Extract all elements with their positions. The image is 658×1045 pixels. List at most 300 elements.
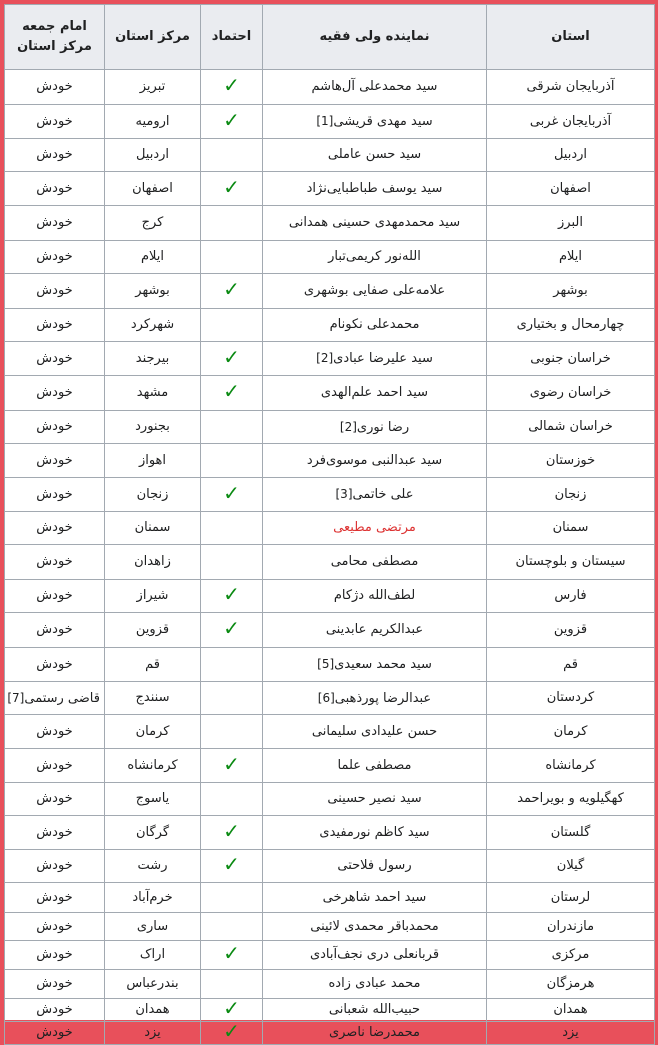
reference-link[interactable]: [2] [316,351,334,365]
friday-imam-text: خودش [36,79,73,94]
province-cell [487,883,655,913]
table-row [5,206,655,241]
friday-imam-text: قاضی رستمی [24,690,100,706]
ehtemad-cell [201,850,263,883]
reference-link[interactable]: [5] [317,657,335,671]
ehtemad-cell [201,749,263,783]
table-row [5,376,655,411]
representative-cell [263,411,487,444]
friday-imam-text: خودش [36,147,73,162]
province-cell [487,478,655,512]
center-link[interactable]: یزد [144,1025,161,1040]
header-center[interactable]: مرکز استان [105,5,201,70]
center-link[interactable]: بجنورد [135,419,170,434]
representative-cell [263,999,487,1022]
ehtemad-cell [201,913,263,941]
center-link[interactable]: گرگان [135,824,170,840]
representative-link[interactable]: سید محمدمهدی حسینی همدانی [288,215,461,230]
representative-cell [263,70,487,105]
province-cell [487,376,655,411]
province-cell [487,783,655,816]
table-row [5,970,655,999]
center-cell [105,241,201,274]
representative-link[interactable]: سید نصیر حسینی [327,791,422,806]
friday-imam-text: خودش [36,419,73,434]
province-cell [487,941,655,970]
friday-imam-cell [5,580,105,613]
representative-link[interactable]: رسول فلاحتی [337,858,412,873]
ehtemad-cell [201,970,263,999]
province-link[interactable]: چهارمحال و بختیاری [516,317,625,332]
reference-link[interactable]: [7] [7,690,25,705]
checkmark-icon: ✓ [223,616,240,640]
table-row [5,850,655,883]
ehtemad-cell [201,580,263,613]
checkmark-icon: ✓ [223,996,240,1020]
header-province[interactable]: استان [487,5,655,70]
center-link[interactable]: ایلام [140,249,165,264]
province-link[interactable]: مرکزی [551,947,590,962]
representative-link[interactable]: رضا نوری [356,419,410,435]
province-link[interactable]: ایلام [558,249,583,264]
table-row [5,342,655,376]
friday-imam-cell [5,545,105,580]
province-link[interactable]: خراسان شمالی [528,419,613,434]
center-cell [105,1022,201,1045]
representative-link[interactable]: محمدرضا ناصری [328,1025,421,1040]
friday-imam-cell [5,478,105,512]
representative-link[interactable]: سید یوسف طباطبایی‌نژاد [306,180,443,196]
center-cell [105,274,201,309]
table-row [5,1022,655,1045]
center-cell [105,749,201,783]
center-cell [105,105,201,139]
province-link[interactable]: کرمانشاه [545,757,596,773]
header-ehtemad[interactable]: احتماد [201,5,263,70]
ehtemad-cell [201,478,263,512]
province-cell [487,580,655,613]
reference-link[interactable]: [2] [339,419,357,434]
checkmark-icon: ✓ [223,1019,240,1043]
center-cell [105,478,201,512]
checkmark-icon: ✓ [223,107,240,132]
center-link[interactable]: مشهد [136,385,169,400]
center-link[interactable]: زاهدان [134,554,171,569]
center-link[interactable]: رشت [137,858,168,873]
center-cell [105,545,201,580]
ehtemad-cell [201,941,263,970]
friday-imam-cell [5,512,105,545]
table-row [5,883,655,913]
ehtemad-cell [201,783,263,816]
representative-cell [263,105,487,139]
friday-imam-cell [5,913,105,941]
table-row [5,613,655,648]
center-cell [105,139,201,172]
table-row [5,512,655,545]
table-row [5,913,655,941]
province-link[interactable]: سمنان [552,520,589,535]
representative-cell [263,913,487,941]
center-cell [105,206,201,241]
province-link[interactable]: اردبیل [553,147,588,162]
province-link[interactable]: آذربایجان شرقی [526,79,615,94]
ehtemad-cell [201,342,263,376]
province-cell [487,139,655,172]
friday-imam-text: خودش [36,350,73,366]
center-cell [105,444,201,478]
center-link[interactable]: کرمانشاه [127,757,178,773]
friday-imam-text: خودش [36,588,73,603]
table-row [5,749,655,783]
center-link[interactable]: تبریز [139,79,166,94]
representative-cell [263,444,487,478]
representative-link[interactable]: سید محمدعلی آل‌هاشم [311,79,438,94]
checkmark-icon: ✓ [223,73,240,97]
ehtemad-cell [201,545,263,580]
representative-link[interactable]: سید حسن عاملی [327,147,422,162]
table-row [5,999,655,1022]
checkmark-icon: ✓ [223,582,240,606]
center-cell [105,512,201,545]
friday-imam-cell [5,1022,105,1045]
representative-link[interactable]: علامه‌علی صفایی بوشهری [303,283,446,298]
province-link[interactable]: لرستان [550,889,591,905]
representative-link[interactable]: قربانعلی دری نجف‌آبادی [309,947,440,962]
province-link[interactable]: اصفهان [550,180,591,196]
province-link[interactable]: البرز [558,215,583,230]
center-cell [105,682,201,715]
table-row [5,941,655,970]
representatives-table [4,4,655,1045]
province-cell [487,411,655,444]
center-link[interactable]: ارومیه [135,113,170,129]
friday-imam-text: خودش [36,622,73,637]
province-cell [487,206,655,241]
representative-link[interactable]: سید مهدی قریشی [333,114,433,129]
ehtemad-cell [201,274,263,309]
representative-link[interactable]: مرتضی مطیعی [333,520,416,535]
representative-cell [263,783,487,816]
table-row [5,172,655,206]
friday-imam-cell [5,105,105,139]
center-link[interactable]: سنندج [135,690,170,705]
friday-imam-text: خودش [36,1002,73,1017]
ehtemad-cell [201,883,263,913]
ehtemad-cell [201,206,263,241]
center-link[interactable]: کرج [141,215,164,230]
center-link[interactable]: قزوین [135,622,170,637]
reference-link[interactable]: [1] [316,114,334,128]
province-link[interactable]: مازندران [546,918,595,934]
representative-cell [263,512,487,545]
representative-cell [263,342,487,376]
friday-imam-text: خودش [36,976,73,991]
friday-imam-text: خودش [36,452,73,468]
province-link[interactable]: قزوین [553,622,588,637]
representative-link[interactable]: لطف‌الله دژکام [333,588,416,603]
friday-imam-text: خودش [36,215,73,230]
friday-imam-text: خودش [36,249,73,264]
center-link[interactable]: قم [145,656,160,672]
friday-imam-cell [5,970,105,999]
center-cell [105,70,201,105]
center-link[interactable]: زنجان [136,486,169,502]
center-cell [105,913,201,941]
friday-imam-cell [5,70,105,105]
center-link[interactable]: اهواز [138,452,167,468]
center-link[interactable]: همدان [135,1002,170,1017]
friday-imam-cell [5,139,105,172]
province-cell [487,850,655,883]
reference-link[interactable]: [6] [317,690,335,705]
friday-imam-cell [5,274,105,309]
representative-cell [263,749,487,783]
checkmark-icon: ✓ [223,379,240,403]
friday-imam-text: خودش [36,757,73,773]
province-cell [487,816,655,850]
province-link[interactable]: یزد [562,1025,579,1040]
reference-link[interactable]: [3] [335,487,353,501]
friday-imam-cell [5,715,105,749]
province-link[interactable]: زنجان [554,486,587,502]
table-row [5,783,655,816]
representative-link[interactable]: مصطفی علما [337,757,412,773]
representative-cell [263,1022,487,1045]
table-body [5,70,655,1045]
friday-imam-text: خودش [36,791,73,806]
representative-cell [263,850,487,883]
ehtemad-cell [201,376,263,411]
friday-imam-text: خودش [36,486,73,502]
friday-imam-cell [5,444,105,478]
ehtemad-cell [201,105,263,139]
checkmark-icon: ✓ [223,751,240,776]
friday-imam-text: خودش [36,283,73,298]
friday-imam-cell [5,241,105,274]
friday-imam-cell [5,850,105,883]
representative-link[interactable]: سید محمد سعیدی [334,657,432,672]
friday-imam-text: خودش [36,918,73,934]
friday-imam-cell [5,783,105,816]
center-cell [105,970,201,999]
province-link[interactable]: گلستان [550,824,591,840]
representative-link[interactable]: محمدعلی نکونام [329,317,420,332]
table-row [5,478,655,512]
center-link[interactable]: یاسوج [135,791,170,806]
province-link[interactable]: کهگیلویه و بویراحمد [517,791,624,806]
ehtemad-cell [201,715,263,749]
center-link[interactable]: ساری [136,918,169,934]
representative-link[interactable]: سید کاظم نورمفیدی [319,824,430,840]
province-cell [487,512,655,545]
province-link[interactable]: بوشهر [553,283,588,298]
representative-cell [263,172,487,206]
table-row [5,816,655,850]
table-row [5,70,655,105]
representative-cell [263,309,487,342]
representative-cell [263,883,487,913]
ehtemad-cell [201,613,263,648]
province-link[interactable]: قم [563,656,578,672]
province-cell [487,105,655,139]
friday-imam-text: خودش [36,520,73,535]
province-link[interactable]: گیلان [556,858,585,873]
representative-cell [263,376,487,411]
province-cell [487,749,655,783]
representative-cell [263,139,487,172]
representative-link[interactable]: مصطفی محامی [330,554,419,569]
table-row [5,309,655,342]
friday-imam-cell [5,411,105,444]
province-cell [487,241,655,274]
province-cell [487,70,655,105]
center-cell [105,850,201,883]
representative-link[interactable]: عبدالکریم عابدینی [325,622,424,637]
province-cell [487,682,655,715]
center-cell [105,816,201,850]
center-link[interactable]: اصفهان [132,180,173,196]
center-cell [105,715,201,749]
ehtemad-cell [201,512,263,545]
table-row [5,715,655,749]
representative-link[interactable]: الله‌نور کریمی‌تبار [328,249,421,264]
friday-imam-cell [5,648,105,682]
province-link[interactable]: خراسان جنوبی [530,350,611,366]
friday-imam-text: خودش [36,1025,73,1040]
province-link[interactable]: کرمان [553,723,588,739]
representative-link[interactable]: سید علیرضا عبادی [333,351,433,366]
checkmark-icon: ✓ [223,818,240,843]
province-cell [487,444,655,478]
representative-link[interactable]: سید عبدالنبی موسوی‌فرد [306,452,443,468]
header-representative[interactable]: نماینده ولی فقیه [263,5,487,70]
center-cell [105,613,201,648]
center-link[interactable]: خرم‌آباد [132,889,173,905]
table-row [5,411,655,444]
friday-imam-text: خودش [36,656,73,672]
friday-imam-cell [5,172,105,206]
center-link[interactable]: کرمان [135,723,170,739]
province-link[interactable]: کردستان [546,690,595,705]
center-link[interactable]: بندرعباس [126,976,179,991]
representative-cell [263,478,487,512]
center-cell [105,648,201,682]
ehtemad-cell [201,241,263,274]
province-link[interactable]: فارس [554,588,587,603]
checkmark-icon: ✓ [223,344,240,369]
province-cell [487,648,655,682]
ehtemad-cell [201,139,263,172]
representative-cell [263,941,487,970]
center-link[interactable]: اراک [139,947,166,962]
representative-cell [263,545,487,580]
friday-imam-cell [5,613,105,648]
representative-cell [263,970,487,999]
center-cell [105,172,201,206]
center-link[interactable]: شهرکرد [130,317,175,332]
representative-link[interactable]: حسن علیدادی سلیمانی [311,723,438,739]
center-cell [105,309,201,342]
checkmark-icon: ✓ [223,941,240,965]
center-cell [105,411,201,444]
friday-imam-text: خودش [36,554,73,569]
ehtemad-cell [201,309,263,342]
center-cell [105,999,201,1022]
representative-cell [263,241,487,274]
representative-link[interactable]: عبدالرضا پورذهبی [334,690,432,706]
center-link[interactable]: بیرجند [135,350,170,366]
representative-cell [263,648,487,682]
ehtemad-cell [201,70,263,105]
ehtemad-cell [201,682,263,715]
friday-imam-cell [5,816,105,850]
friday-imam-text: خودش [36,385,73,400]
representative-cell [263,715,487,749]
province-link[interactable]: خراسان رضوی [529,385,612,400]
province-link[interactable]: خوزستان [545,452,596,468]
center-cell [105,342,201,376]
friday-imam-cell [5,206,105,241]
representative-link[interactable]: حبیب‌الله شعبانی [328,1002,421,1017]
province-cell [487,999,655,1022]
table-header-row [5,5,655,70]
friday-imam-text: خودش [36,824,73,840]
table-row [5,139,655,172]
representative-link[interactable]: سید احمد شاهرخی [322,889,427,905]
representative-cell [263,206,487,241]
province-cell [487,715,655,749]
province-cell [487,172,655,206]
center-cell [105,783,201,816]
center-cell [105,941,201,970]
province-cell [487,545,655,580]
table-row [5,580,655,613]
friday-imam-text: خودش [36,947,73,962]
center-link[interactable]: بوشهر [135,283,170,298]
province-link[interactable]: همدان [553,1002,588,1017]
friday-imam-cell [5,309,105,342]
ehtemad-cell [201,1019,263,1045]
header-friday-imam[interactable]: امام جمعه مرکز استان [5,5,105,70]
table-row [5,444,655,478]
friday-imam-text: خودش [36,858,73,873]
center-cell [105,580,201,613]
representative-link[interactable]: محمدباقر محمدی لائینی [310,918,439,934]
province-cell [487,1022,655,1045]
representative-cell [263,816,487,850]
friday-imam-cell [5,999,105,1022]
ehtemad-cell [201,816,263,850]
table-row [5,682,655,715]
province-cell [487,309,655,342]
representative-link[interactable]: علی خاتمی [352,487,414,502]
center-link[interactable]: سمنان [134,520,171,535]
center-link[interactable]: شیراز [136,588,169,603]
ehtemad-cell [201,172,263,206]
friday-imam-text: خودش [36,317,73,332]
representative-link[interactable]: محمد عبادی زاده [328,976,421,991]
friday-imam-cell [5,749,105,783]
province-link[interactable]: سیستان و بلوچستان [515,554,626,569]
province-link[interactable]: آذربایجان غربی [529,113,612,129]
representative-link[interactable]: سید احمد علم‌الهدی [320,385,429,400]
province-cell [487,970,655,999]
representative-cell [263,274,487,309]
center-cell [105,883,201,913]
center-link[interactable]: اردبیل [135,147,170,162]
province-link[interactable]: هرمزگان [546,976,595,991]
